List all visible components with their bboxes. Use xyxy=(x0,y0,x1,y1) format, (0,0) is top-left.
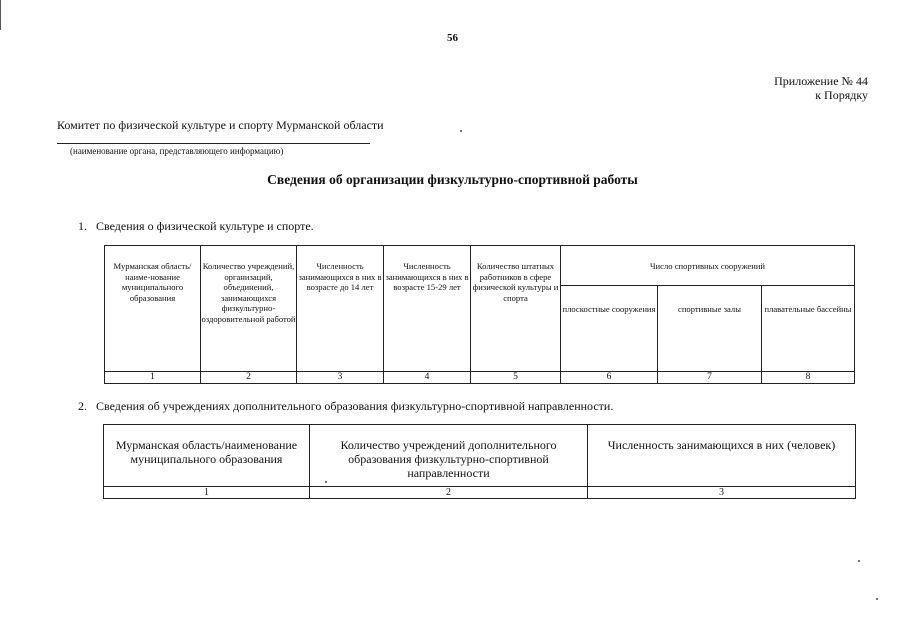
scan-speck xyxy=(460,130,462,132)
scan-margin-mark xyxy=(0,0,1,30)
column-number: 3 xyxy=(588,487,856,499)
appendix-line-2: к Порядку xyxy=(815,88,868,102)
additional-education-table xyxy=(103,424,856,499)
section-2-heading xyxy=(78,399,613,414)
header-municipality: Мурманская область/наименование муниципального образования xyxy=(104,425,310,487)
column-number: 5 xyxy=(471,372,561,384)
committee-underline xyxy=(57,143,370,144)
section-2-text: Сведения об учреждениях дополнительного образования физкультурно-спортивной направленности. xyxy=(96,399,614,413)
column-number: 3 xyxy=(297,372,384,384)
document-title: Сведения об организации физкультурно-спортивной работы xyxy=(267,172,638,187)
table-header-row xyxy=(104,425,856,487)
scan-speck xyxy=(876,598,878,600)
scan-speck xyxy=(325,481,327,483)
sports-info-table xyxy=(104,245,855,384)
header-under-14: Численность занимающихся в них в возрасте до 14 лет xyxy=(297,246,384,372)
section-2-number: 2. xyxy=(78,399,87,413)
committee-caption: (наименование органа, представляющего информацию) xyxy=(70,146,284,156)
subheader-swimming-pools: плавательные бассейны xyxy=(762,286,855,372)
section-1-number: 1. xyxy=(78,219,87,233)
header-municipality: Мурманская область/наиме-нование муниципального образования xyxy=(105,246,201,372)
column-number: 1 xyxy=(104,487,310,499)
subheader-flat-facilities: плоскостные сооружения xyxy=(561,286,658,372)
table-number-row xyxy=(104,487,856,499)
column-number: 4 xyxy=(384,372,471,384)
subheader-sports-halls: спортивные залы xyxy=(658,286,762,372)
page-number: 56 xyxy=(447,32,458,44)
column-number: 2 xyxy=(310,487,588,499)
column-number: 7 xyxy=(658,372,762,384)
header-sports-facilities: Число спортивных сооружений xyxy=(561,246,855,286)
header-institutions-count: Количество учреждений дополнительного образования физкультурно-спортивной направленности xyxy=(310,425,588,487)
table-header-row xyxy=(105,246,855,286)
column-number: 6 xyxy=(561,372,658,384)
header-15-29: Численность занимающихся в них в возрасте 15-29 лет xyxy=(384,246,471,372)
table-number-row xyxy=(105,372,855,384)
header-participants-count: Численность занимающихся в них (человек) xyxy=(588,425,856,487)
column-number: 1 xyxy=(105,372,201,384)
appendix-line-1: Приложение № 44 xyxy=(774,74,868,88)
committee-name: Комитет по физической культуре и спорту Мурманской области xyxy=(57,118,384,132)
scan-speck xyxy=(858,560,860,562)
appendix-reference xyxy=(774,74,868,102)
section-1-heading xyxy=(78,219,314,234)
header-staff-count: Количество штатных работников в сфере физической культуры и спорта xyxy=(471,246,561,372)
column-number: 8 xyxy=(762,372,855,384)
header-institutions-count: Количество учреждений, организаций, объединений, занимающихся физкультурно-оздоровительной работой xyxy=(201,246,297,372)
column-number: 2 xyxy=(201,372,297,384)
section-1-text: Сведения о физической культуре и спорте. xyxy=(96,219,314,233)
